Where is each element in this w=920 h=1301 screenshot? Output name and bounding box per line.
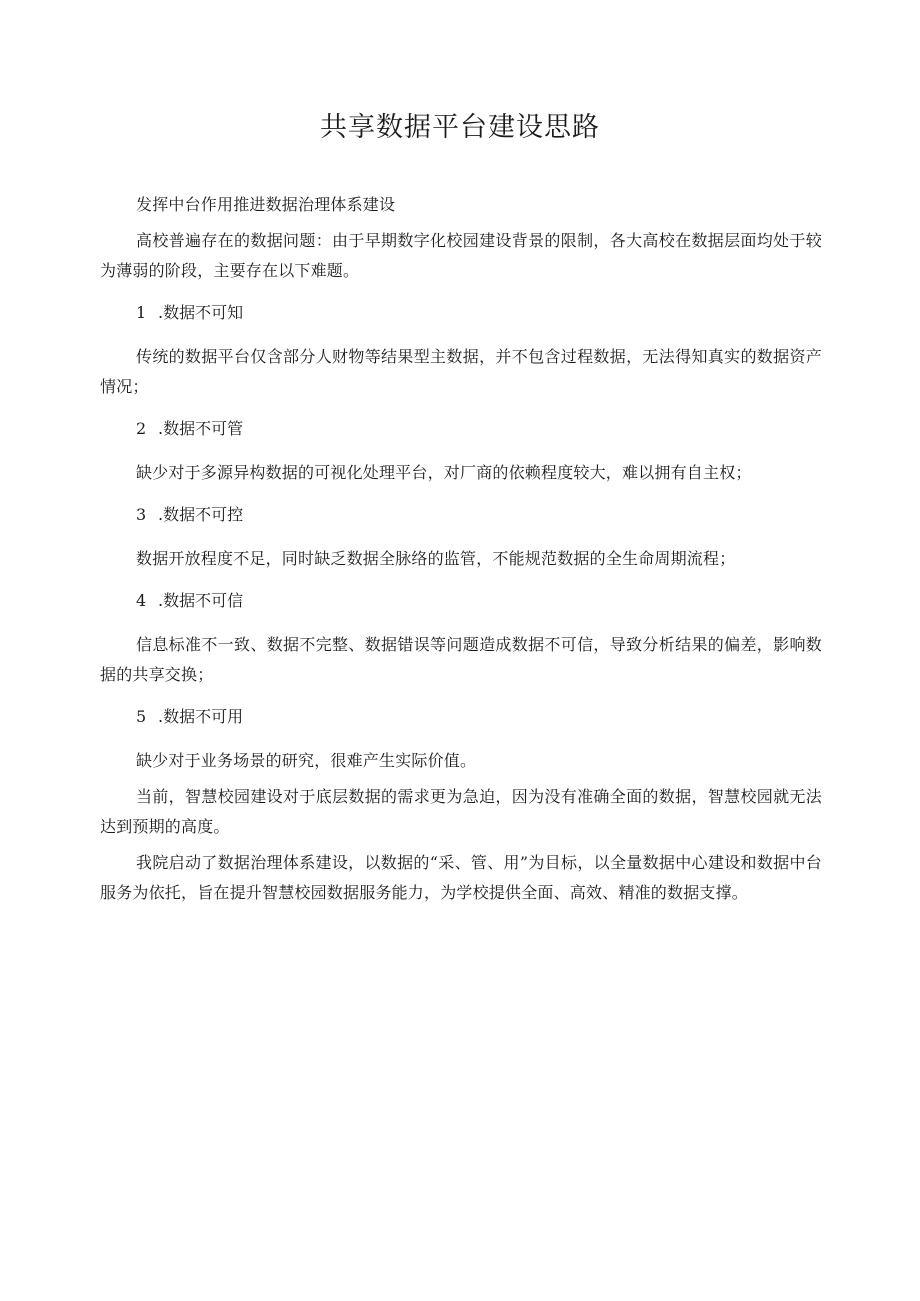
- closing-paragraph-2: 我院启动了数据治理体系建设，以数据的“采、管、用”为目标，以全量数据中心建设和数据中台服务为依托，旨在提升智慧校园数据服务能力，为学校提供全面、高效、精准的数据支撑。: [100, 853, 822, 902]
- item-heading-5: [100, 702, 822, 732]
- page-title: 共享数据平台建设思路: [320, 112, 600, 143]
- item-heading-text: .数据不可控: [158, 505, 244, 524]
- document-body: [100, 190, 822, 908]
- item-heading-3: [100, 500, 822, 530]
- item-heading-text: .数据不可信: [158, 591, 244, 610]
- item-heading-1: [100, 298, 822, 328]
- subtitle-paragraph: 发挥中台作用推进数据治理体系建设: [136, 195, 396, 214]
- item-paragraph-5: 缺少对于业务场景的研究，很难产生实际价值。: [136, 751, 477, 770]
- intro-paragraph: 高校普遍存在的数据问题：由于早期数字化校园建设背景的限制，各大高校在数据层面均处于较为薄弱的阶段，主要存在以下难题。: [100, 231, 822, 280]
- item-number: 5: [136, 707, 147, 726]
- item-number: 2: [136, 419, 147, 438]
- item-heading-4: [100, 586, 822, 616]
- item-number: 4: [136, 591, 147, 610]
- item-paragraph-3: 数据开放程度不足，同时缺乏数据全脉络的监管，不能规范数据的全生命周期流程；: [136, 549, 736, 568]
- closing-paragraph-1: 当前，智慧校园建设对于底层数据的需求更为急迫，因为没有准确全面的数据，智慧校园就无法达到预期的高度。: [100, 787, 822, 836]
- item-heading-text: .数据不可知: [158, 303, 244, 322]
- item-number: 3: [136, 505, 147, 524]
- item-number: 1: [136, 303, 147, 322]
- item-paragraph-1: 传统的数据平台仅含部分人财物等结果型主数据，并不包含过程数据，无法得知真实的数据资产情况；: [100, 347, 822, 396]
- item-heading-text: .数据不可管: [158, 419, 244, 438]
- item-paragraph-2: 缺少对于多源异构数据的可视化处理平台，对厂商的依赖程度较大，难以拥有自主权；: [136, 463, 752, 482]
- item-heading-text: .数据不可用: [158, 707, 244, 726]
- item-paragraph-4: 信息标准不一致、数据不完整、数据错误等问题造成数据不可信，导致分析结果的偏差，影响数据的共享交换；: [100, 635, 822, 684]
- item-heading-2: [100, 414, 822, 444]
